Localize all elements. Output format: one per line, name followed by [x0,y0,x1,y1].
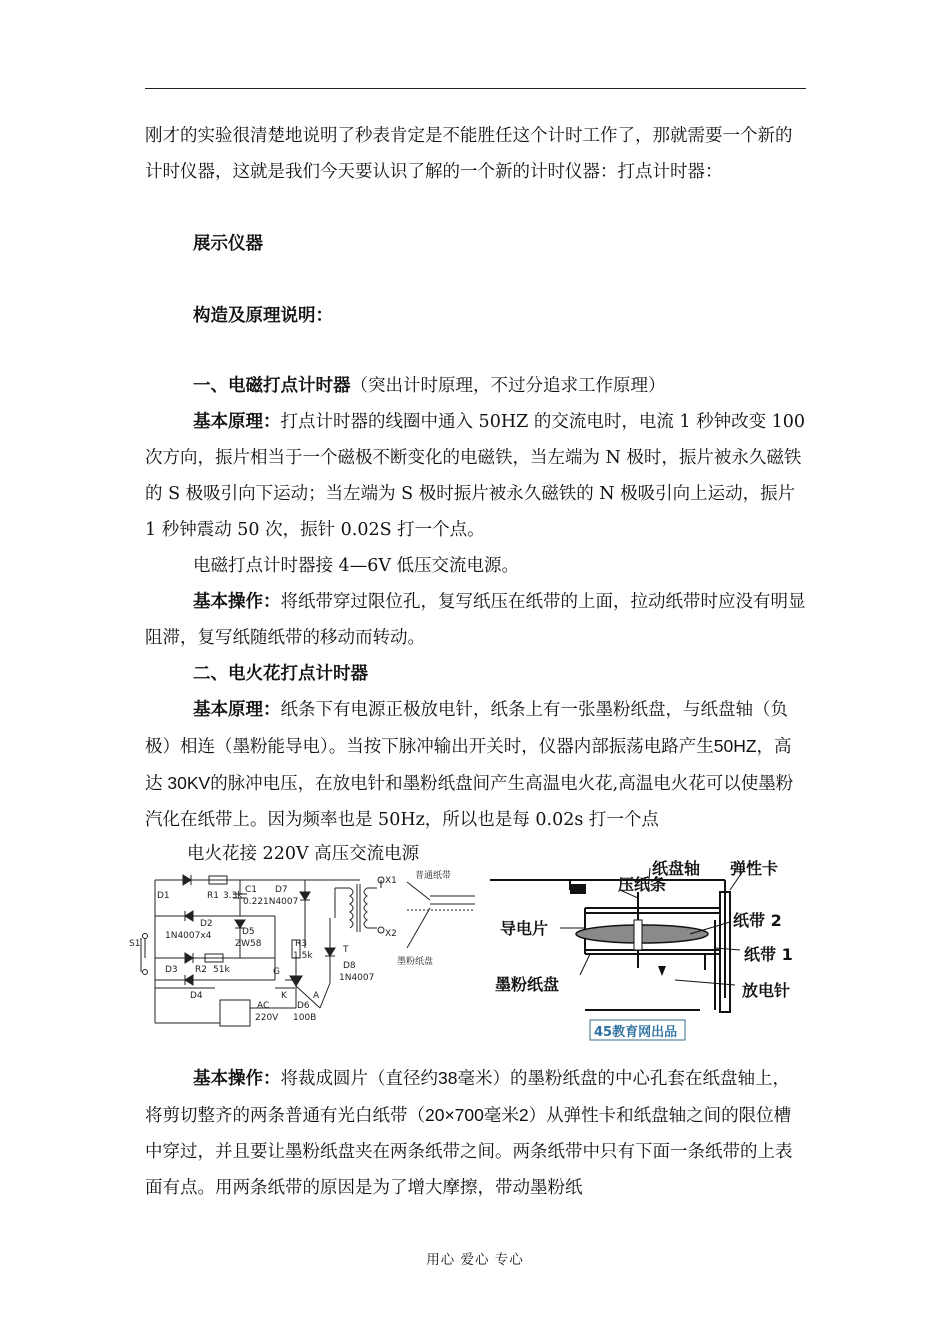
svg-text:弹性卡: 弹性卡 [730,859,779,878]
section2-principle-text-b: 50HZ，高达 30KV [145,736,792,793]
svg-text:A: A [313,991,320,1001]
svg-text:墨粉纸盘: 墨粉纸盘 [397,957,434,967]
section2-op-a: 将裁成圆片（直径约 [280,1069,438,1089]
section2-principle-text-a: 纸条下有电源正极放电针，纸条上有一张墨粉纸盘，与纸盘轴（负极）相连（墨粉能导电）。当按下脉冲输出开关时，仪器内部振荡电路产生 [145,700,788,757]
svg-text:放电针: 放电针 [742,981,791,1000]
svg-text:D2: D2 [200,919,213,929]
section1-principle [145,404,806,548]
svg-text:0.22: 0.22 [243,897,264,907]
svg-text:纸带 2: 纸带 2 [733,911,782,930]
svg-text:R3: R3 [295,939,307,949]
svg-text:C1: C1 [245,885,258,895]
paragraph-intro: 刚才的实验很清楚地说明了秒表肯定是不能胜任这个计时工作了，那就需要一个新的计时仪器，这就是我们今天要认识了解的一个新的计时仪器：打点计时器： [145,126,793,182]
spark-timer-diagram [490,850,810,1045]
svg-text:D4: D4 [190,991,203,1001]
label-operation-2: 基本操作： [193,1069,281,1089]
header-rule [145,88,806,89]
svg-text:D5: D5 [242,927,255,937]
svg-text:D3: D3 [165,965,178,975]
svg-text:K: K [281,991,287,1001]
section1-principle-text: 打点计时器的线圈中通入 50HZ 的交流电时，电流 1 秒钟改变 100 次方向，振片相当于一个磁极不断变化的电磁铁，当左端为 N 极时，振片被永久磁铁的 S 极吸引向下运动；当左端为 S 极时振片被永久磁铁的 N 极吸引向上运动，振片 1 秒钟震动 50 次，振针 0.02S 打一个点。 [145,412,806,540]
section2-op-g: ）从弹性卡和纸盘轴之间的限位槽中穿过，并且要让墨粉纸盘夹在两条纸带之间。两条纸带中只有下面一条纸带的上表面有点。用两条纸带的原因是为了增大摩擦，带动墨粉纸 [145,1106,793,1198]
svg-text:X2: X2 [385,929,397,939]
svg-text:45教育网出品: 45教育网出品 [594,1025,678,1040]
section2-op-d: 20×700 [425,1105,484,1125]
section2-op-c: 毫米）的墨粉纸盘的中心孔套在纸盘轴上，将剪切整齐的两条普通有光白纸带（ [145,1069,790,1126]
section2-op-e: 毫米 [483,1106,519,1126]
svg-text:D8: D8 [343,961,356,971]
section1-operation-text: 将纸带穿过限位孔，复写纸压在纸带的上面，拉动纸带时应没有明显阻滞，复写纸随纸带的移动而转动。 [145,592,806,648]
svg-text:纸带 1: 纸带 1 [744,945,793,964]
svg-text:R2: R2 [195,965,207,975]
svg-text:D7: D7 [275,885,288,895]
section2-op-b: 38 [438,1068,458,1088]
label-principle-2: 基本原理： [193,700,281,720]
heading-show-instrument: 展示仪器 [193,234,263,254]
section2-operation [145,1060,806,1206]
label-operation: 基本操作： [193,592,281,612]
svg-text:压纸条: 压纸条 [618,875,667,894]
section1-note: （突出计时原理，不过分追求工作原理） [350,376,666,396]
svg-text:D6: D6 [297,1001,310,1011]
svg-text:纸盘轴: 纸盘轴 [652,859,701,878]
svg-text:T: T [343,945,349,955]
svg-text:1N4007x4: 1N4007x4 [165,931,212,941]
section1-power: 电磁打点计时器接 4—6V 低压交流电源。 [193,556,520,576]
section2-power: 电火花接 220V 高压交流电源 [187,844,420,864]
svg-text:墨粉纸盘: 墨粉纸盘 [495,975,560,994]
svg-text:D1: D1 [157,891,170,901]
svg-text:100B: 100B [293,1013,317,1023]
section2-principle [145,692,806,838]
svg-text:3.3k: 3.3k [223,891,243,901]
section2-principle-text-c: 的脉冲电压，在放电针和墨粉纸盘间产生高温电火花,高温电火花可以使墨粉汽化在纸带上。因为频率也是 50Hz，所以也是每 0.02s 打一个点 [145,774,794,830]
section2-title: 二、电火花打点计时器 [193,664,368,684]
svg-text:51k: 51k [213,965,230,975]
heading-construction: 构造及原理说明： [193,306,333,326]
svg-text:X1: X1 [385,876,397,886]
circuit-diagram [129,868,490,1028]
svg-text:1.5k: 1.5k [293,951,313,961]
page-footer: 用心 爱心 专心 [426,1252,524,1268]
svg-text:1N4007: 1N4007 [263,897,299,907]
svg-text:ZW58: ZW58 [235,939,262,949]
section1-heading [145,368,806,404]
svg-text:AC: AC [257,1001,270,1011]
svg-text:R1: R1 [207,891,219,901]
section1-title: 一、电磁打点计时器 [193,376,351,396]
label-principle: 基本原理： [193,412,281,432]
svg-text:普通纸带: 普通纸带 [415,871,452,881]
svg-text:S1: S1 [129,939,141,949]
svg-text:1N4007: 1N4007 [339,973,375,983]
svg-text:G: G [273,967,280,977]
section2-op-f: 2 [518,1105,529,1125]
svg-text:导电片: 导电片 [500,919,549,938]
svg-text:220V: 220V [255,1013,279,1023]
section1-operation [145,584,806,656]
